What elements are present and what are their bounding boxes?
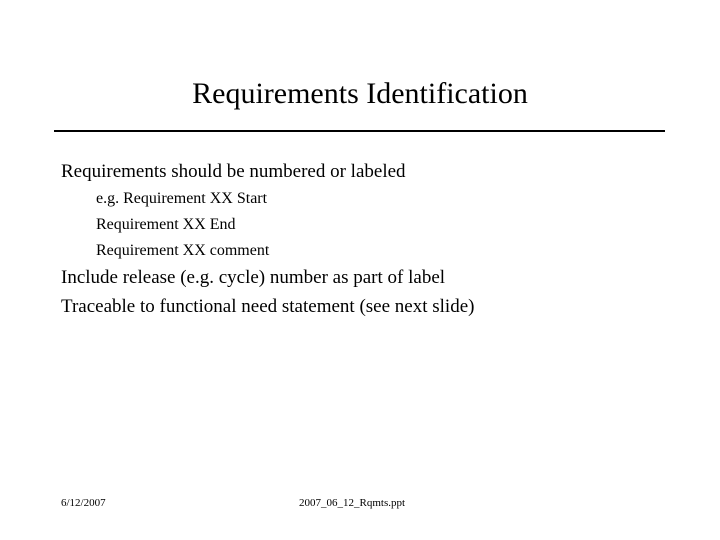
title-divider bbox=[54, 130, 665, 132]
slide-title: Requirements Identification bbox=[192, 77, 528, 110]
footer-date: 6/12/2007 bbox=[61, 497, 106, 509]
sub-bullet-item: e.g. Requirement XX Start bbox=[96, 190, 268, 207]
bullet-item: Include release (e.g. cycle) number as part of label bbox=[61, 267, 446, 288]
bullet-item: Traceable to functional need statement (see next slide) bbox=[61, 296, 475, 317]
bullet-item: Requirements should be numbered or labeled bbox=[61, 161, 406, 182]
sub-bullet-item: Requirement XX comment bbox=[96, 242, 270, 259]
footer-filename: 2007_06_12_Rqmts.ppt bbox=[299, 497, 406, 509]
sub-bullet-item: Requirement XX End bbox=[96, 216, 236, 233]
